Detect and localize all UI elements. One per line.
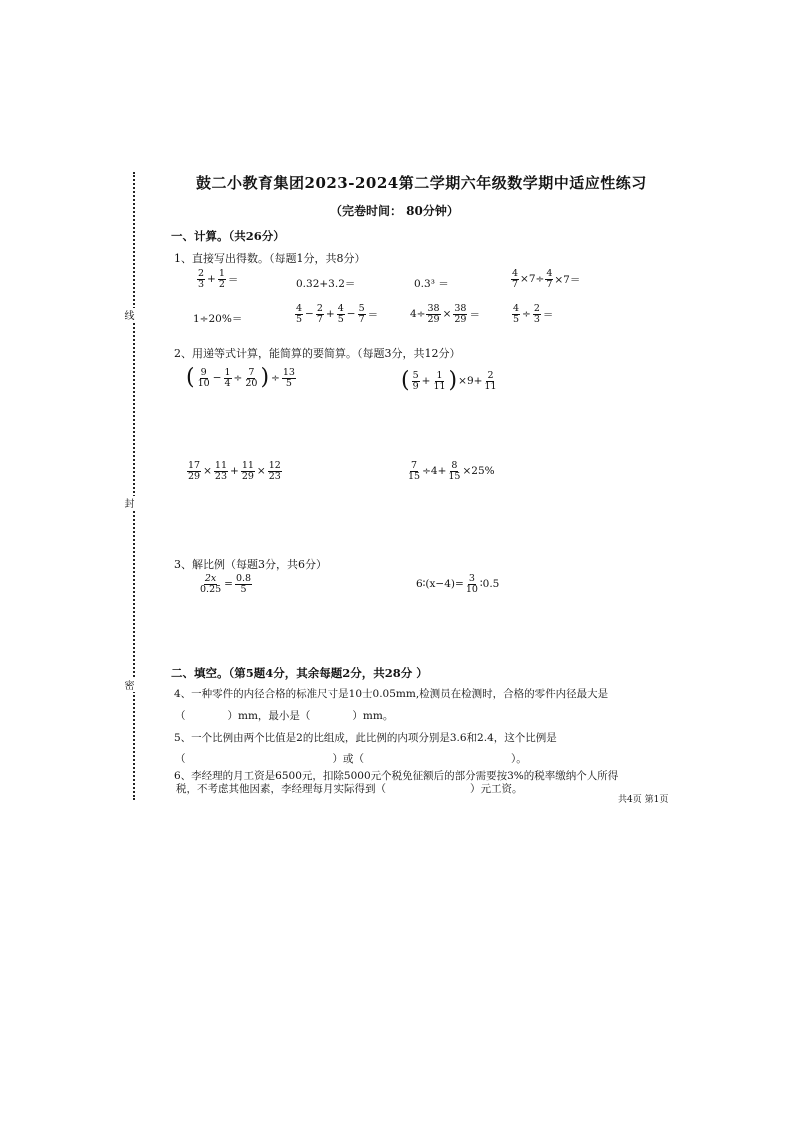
q2-problem-1: ( $\frac{9}{10}$ − $\frac{1}{4}$ ÷ $\frac{7}{20}$ ) ÷ $\frac{13}{5}$: [186, 365, 295, 390]
q6-line1: 6、李经理的月工资是6500元，扣除5000元个税免征额后的部分需要按3%的税率缴纳个人所得: [174, 770, 619, 782]
page-number: 共4页 第1页: [618, 795, 669, 805]
binding-dotted-line: [133, 172, 135, 800]
binding-char-xian: 线: [122, 310, 133, 320]
q1-item-b: 0.32+3.2＝: [296, 278, 356, 290]
q2-problem-4: $\frac{7}{15}$ ÷4+ $\frac{8}{15}$ ×25%: [408, 460, 495, 482]
q1-item-a: $\frac{2}{3}$ + $\frac{1}{2}$ ＝: [198, 268, 239, 290]
q6-line2: 税，不考虑其他因素，李经理每月实际得到（ ）元工资。: [176, 783, 523, 795]
q1-item-e: 1÷20%＝: [193, 313, 243, 325]
q1-item-f: $\frac{4}{5}$ − $\frac{2}{7}$ + $\frac{4}{5}$ − $\frac{5}{7}$ ＝: [296, 303, 379, 325]
q2-problem-2: ( $\frac{5}{9}$ + $\frac{1}{11}$ ) ×9+ $\frac{2}{11}$: [401, 368, 497, 393]
q2-problem-3: $\frac{17}{29}$ × $\frac{11}{23}$ + $\frac{11}{29}$ × $\frac{12}{23}$: [188, 460, 281, 482]
binding-char-feng: 封: [122, 498, 133, 508]
q1-item-c: 0.3³ ＝: [414, 278, 449, 290]
q3-problem-1: $\frac{2x}{0.25}$ = $\frac{0.8}{5}$: [200, 573, 252, 595]
q3-label: 3、解比例（每题3分，共6分）: [174, 558, 327, 571]
q5-line1: 5、一个比例由两个比值是2的比组成，此比例的内项分别是3.6和2.4，这个比例是: [174, 732, 557, 744]
q4-line2: （ ）mm，最小是（ ）mm。: [175, 710, 394, 722]
section1-heading: 一、计算。（共26分）: [171, 229, 285, 243]
section2-heading: 二、填空。（第5题4分，其余每题2分，共28分 ）: [171, 666, 428, 680]
q2-label: 2、用递等式计算，能简算的要简算。（每题3分，共12分）: [174, 347, 461, 360]
q4-line1: 4、一种零件的内径合格的标准尺寸是10士0.05mm,检测员在检测时，合格的零件内径最大是: [174, 688, 609, 700]
binding-char-mi: 密: [122, 680, 133, 690]
q1-label: 1、直接写出得数。（每题1分，共8分）: [174, 252, 366, 265]
q1-item-g: 4÷ $\frac{38}{29}$ × $\frac{38}{29}$ ＝: [410, 303, 480, 325]
q3-problem-2: 6∶(x−4)= $\frac{3}{10}$ ∶0.5: [416, 573, 500, 595]
q1-item-d: $\frac{4}{7}$ ×7÷ $\frac{4}{7}$ ×7＝: [512, 268, 581, 290]
q5-line2: （ ）或（ ）。: [175, 753, 527, 765]
q1-item-h: $\frac{4}{5}$ ÷ $\frac{2}{3}$ ＝: [513, 303, 554, 325]
exam-time: （完卷时间： 80分钟）: [330, 204, 459, 218]
page-title: 鼓二小教育集团2023-2024第二学期六年级数学期中适应性练习: [196, 174, 647, 192]
